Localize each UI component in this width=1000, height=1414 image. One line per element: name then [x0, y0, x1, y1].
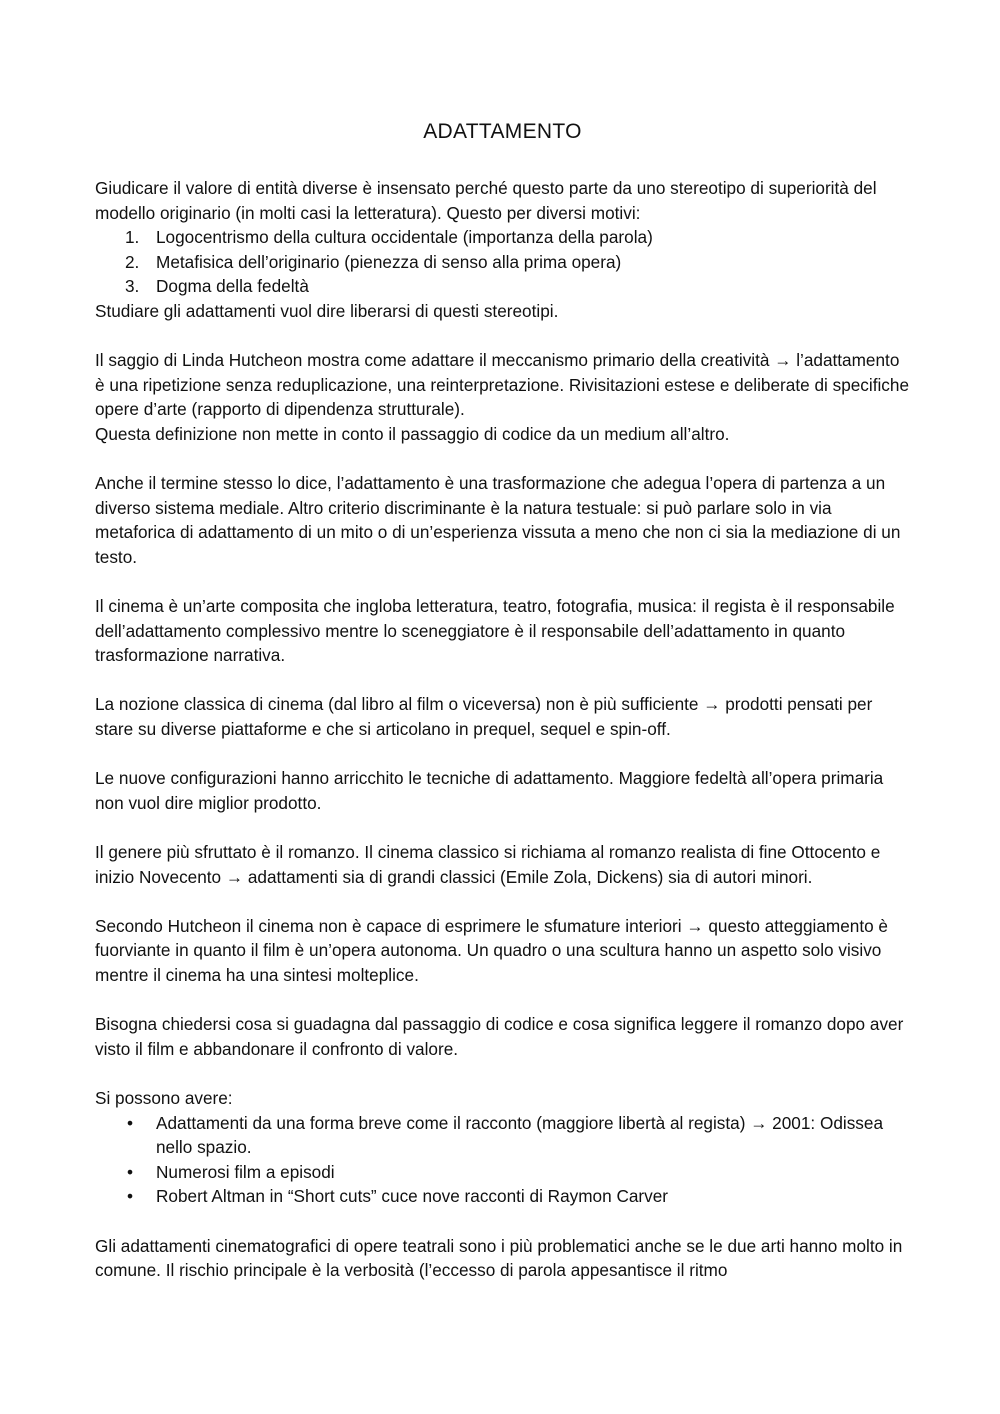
paragraph-gap	[95, 1209, 910, 1234]
paragraph-types: Si possono avere:	[95, 1087, 233, 1108]
paragraph-gap	[95, 668, 910, 693]
list-item	[95, 274, 910, 299]
paragraph-code-passage: Bisogna chiedersi cosa si guadagna dal passaggio di codice e cosa significa leggere il romanzo dopo aver visto il film e abbandonare il confronto di valore.	[95, 1014, 904, 1059]
paragraph-gap	[95, 815, 910, 840]
numbered-list	[95, 225, 910, 299]
paragraph-classic-notion: La nozione classica di cinema (dal libro al film o viceversa) non è più sufficiente → prodotti pensati per stare su diverse piattaforme e che si articolano in prequel, sequel e spin-off.	[95, 694, 873, 740]
bullet-icon: •	[127, 1112, 134, 1133]
bullet-list	[95, 1111, 910, 1209]
paragraph-gap	[95, 447, 910, 472]
list-item	[95, 250, 910, 275]
paragraph-theatre: Gli adattamenti cinematografici di opere teatrali sono i più problematici anche se le due arti hanno molto in comune. Il rischio principale è la verbosità (l’eccesso di parola appesantisce il ritmo	[95, 1235, 903, 1281]
bullet-icon: •	[127, 1161, 134, 1182]
list-item-text: Numerosi film a episodi	[156, 1161, 335, 1182]
paragraph-configurations: Le nuove configurazioni hanno arricchito le tecniche di adattamento. Maggiore fedeltà all’opera primaria non vuol dire miglior prodotto.	[95, 768, 884, 813]
paragraph-stereotypes: Studiare gli adattamenti vuol dire liberarsi di questi stereotipi.	[95, 300, 559, 321]
paragraph-gap	[95, 570, 910, 595]
paragraph-intro: Giudicare il valore di entità diverse è insensato perché questo parte da uno stereotipo di superiorità del modello originario (in molti casi la letteratura). Questo per diversi motivi:	[95, 178, 877, 223]
paragraph-novel: Il genere più sfruttato è il romanzo. Il cinema classico si richiama al romanzo realista di fine Ottocento e inizio Novecento → adattamenti sia di grandi classici (Emile Zola, Dickens) sia di autori minori.	[95, 842, 881, 887]
paragraph-gap	[95, 988, 910, 1013]
list-item	[95, 1111, 910, 1160]
paragraph-gap	[95, 889, 910, 914]
list-item-text: Logocentrismo della cultura occidentale (importanza della parola)	[156, 227, 653, 248]
list-item	[95, 1184, 910, 1209]
list-item-text: Robert Altman in “Short cuts” cuce nove racconti di Raymon Carver	[156, 1186, 669, 1207]
bullet-icon: •	[127, 1186, 134, 1207]
paragraph-interiority: Secondo Hutcheon il cinema non è capace di esprimere le sfumature interiori → questo atteggiamento è fuorviante in quanto il film è un’opera autonoma. Un quadro o una scultura hanno un aspetto solo visivo mentre il cinema ha una sintesi molteplice.	[95, 915, 888, 985]
paragraph-term: Anche il termine stesso lo dice, l’adattamento è una trasformazione che adegua l’opera di partenza a un diverso sistema mediale. Altro criterio discriminante è la natura testuale: si può parlare solo in via metaforica di adattamento di un mito o di un’esperienza vissuta a meno che non ci sia la mediazione di un testo.	[95, 473, 901, 567]
paragraph-hutcheon: Il saggio di Linda Hutcheon mostra come adattare il meccanismo primario della creatività → l’adattamento è una ripetizione senza reduplicazione, una reinterpretazione. Rivisitazioni estese e deliberate di specifiche opere d’arte (rapporto di dipendenza strutturale).	[95, 350, 910, 420]
list-number: 1.	[125, 227, 140, 248]
list-item	[95, 225, 910, 250]
paragraph-cinema: Il cinema è un’arte composita che ingloba letteratura, teatro, fotografia, musica: il regista è il responsabile dell’adattamento complessivo mentre lo sceneggiatore è il responsabile dell’adattamento in quanto trasformazione narrativa.	[95, 596, 895, 666]
list-item-text: Dogma della fedeltà	[156, 276, 309, 297]
list-item	[95, 1160, 910, 1185]
document-title: ADATTAMENTO	[423, 120, 582, 143]
document-page	[95, 118, 910, 1283]
paragraph-gap	[95, 1061, 910, 1086]
list-item-text: Metafisica dell’originario (pienezza di senso alla prima opera)	[156, 251, 622, 272]
paragraph-definition: Questa definizione non mette in conto il passaggio di codice da un medium all’altro.	[95, 423, 730, 444]
list-item-text: Adattamenti da una forma breve come il racconto (maggiore libertà al regista) → 2001: Odissea nello spazio.	[156, 1112, 884, 1158]
list-number: 3.	[125, 276, 140, 297]
list-number: 2.	[125, 251, 140, 272]
paragraph-gap	[95, 324, 910, 349]
paragraph-gap	[95, 742, 910, 767]
